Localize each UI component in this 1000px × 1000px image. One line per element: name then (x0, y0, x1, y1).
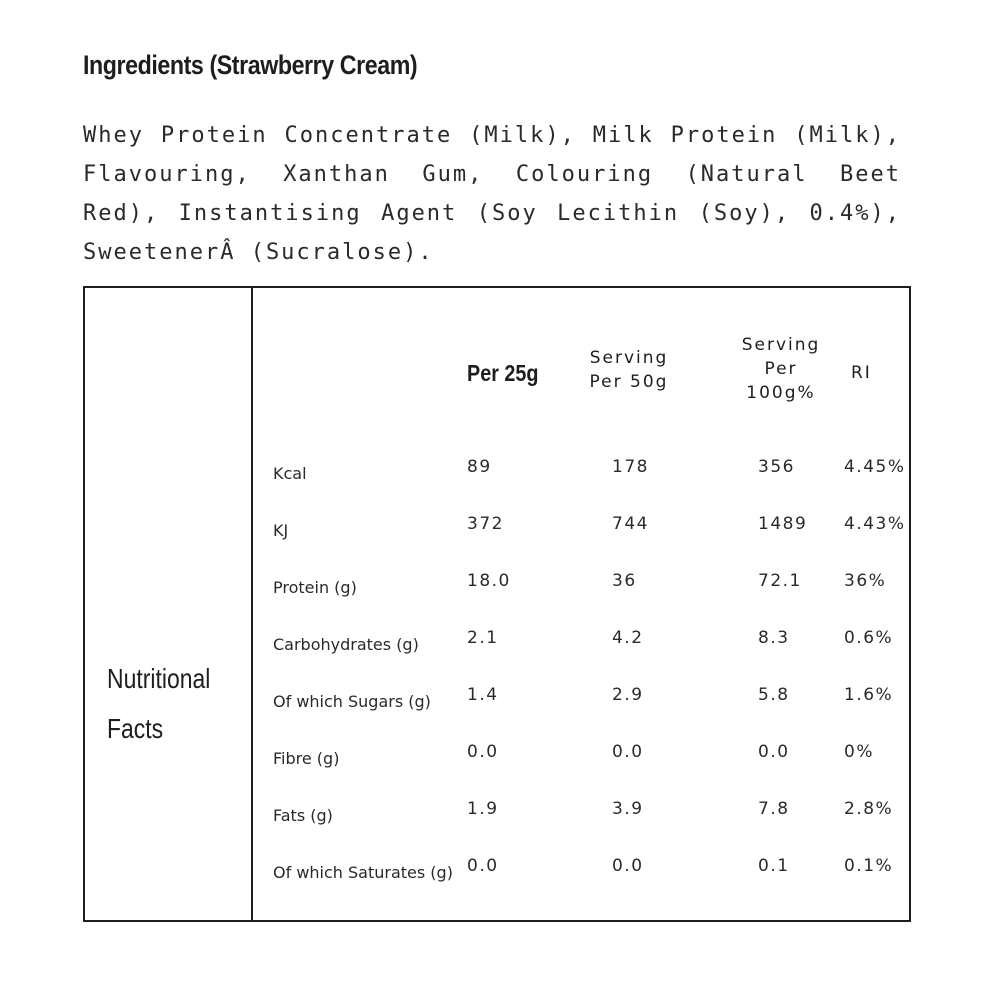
cell-carbohydrates-per100: 8.3 (758, 628, 790, 648)
header-per50-line-2: Per 50g (589, 372, 669, 392)
cell-kj-per50: 744 (612, 514, 649, 534)
row-label-sugars: Of which Sugars (g) (273, 692, 431, 711)
row-label-saturates: Of which Saturates (g) (273, 863, 453, 882)
header-per50-line-1: Serving (589, 348, 669, 368)
cell-carbohydrates-ri: 0.6% (844, 628, 894, 648)
header-per100-line-3: 100g% (746, 383, 816, 403)
cell-carbohydrates-per50: 4.2 (612, 628, 644, 648)
cell-saturates-per100: 0.1 (758, 856, 790, 876)
row-label-fibre: Fibre (g) (273, 749, 340, 768)
cell-protein-per25: 18.0 (467, 571, 511, 591)
header-per100-line-2: Per (764, 359, 798, 379)
cell-kcal-per25: 89 (467, 457, 492, 477)
cell-protein-per50: 36 (612, 571, 637, 591)
row-label-kcal: Kcal (273, 464, 307, 483)
cell-fats-per100: 7.8 (758, 799, 790, 819)
cell-kcal-per50: 178 (612, 457, 649, 477)
cell-sugars-ri: 1.6% (844, 685, 894, 705)
cell-fibre-per25: 0.0 (467, 742, 499, 762)
nutritional-facts-label (107, 654, 210, 754)
header-serving-per-50g (579, 346, 679, 394)
ingredients-text: Whey Protein Concentrate (Milk), Milk Protein (Milk), Flavouring, Xanthan Gum, Colouring (Natural Beet Red), Instantising Agent (Soy Lecithin (Soy), 0.4%), SweetenerÂ (Sucralose). (83, 123, 901, 265)
header-ri: RI (851, 363, 872, 383)
cell-carbohydrates-per25: 2.1 (467, 628, 499, 648)
header-serving-per-100g (731, 333, 831, 405)
header-per100-line-1: Serving (741, 335, 821, 355)
cell-sugars-per25: 1.4 (467, 685, 499, 705)
ingredients-title: Ingredients (Strawberry Cream) (83, 50, 418, 80)
cell-kcal-per100: 356 (758, 457, 795, 477)
cell-sugars-per100: 5.8 (758, 685, 790, 705)
cell-fats-ri: 2.8% (844, 799, 894, 819)
row-label-carbohydrates: Carbohydrates (g) (273, 635, 419, 654)
cell-sugars-per50: 2.9 (612, 685, 644, 705)
cell-fibre-per100: 0.0 (758, 742, 790, 762)
cell-kj-ri: 4.43% (844, 514, 906, 534)
side-label-line-1: Nutritional (107, 663, 211, 694)
cell-fats-per25: 1.9 (467, 799, 499, 819)
column-divider (251, 288, 253, 920)
cell-fats-per50: 3.9 (612, 799, 644, 819)
row-label-fats: Fats (g) (273, 806, 333, 825)
header-per-25g: Per 25g (467, 360, 539, 386)
cell-saturates-ri: 0.1% (844, 856, 894, 876)
cell-protein-per100: 72.1 (758, 571, 802, 591)
row-label-kj: KJ (273, 521, 289, 540)
cell-fibre-ri: 0% (844, 742, 874, 762)
cell-kj-per100: 1489 (758, 514, 808, 534)
cell-protein-ri: 36% (844, 571, 887, 591)
cell-fibre-per50: 0.0 (612, 742, 644, 762)
nutrition-table (83, 286, 911, 922)
cell-kj-per25: 372 (467, 514, 504, 534)
cell-saturates-per25: 0.0 (467, 856, 499, 876)
side-label-line-2: Facts (107, 713, 164, 744)
row-label-protein: Protein (g) (273, 578, 357, 597)
cell-saturates-per50: 0.0 (612, 856, 644, 876)
cell-kcal-ri: 4.45% (844, 457, 906, 477)
